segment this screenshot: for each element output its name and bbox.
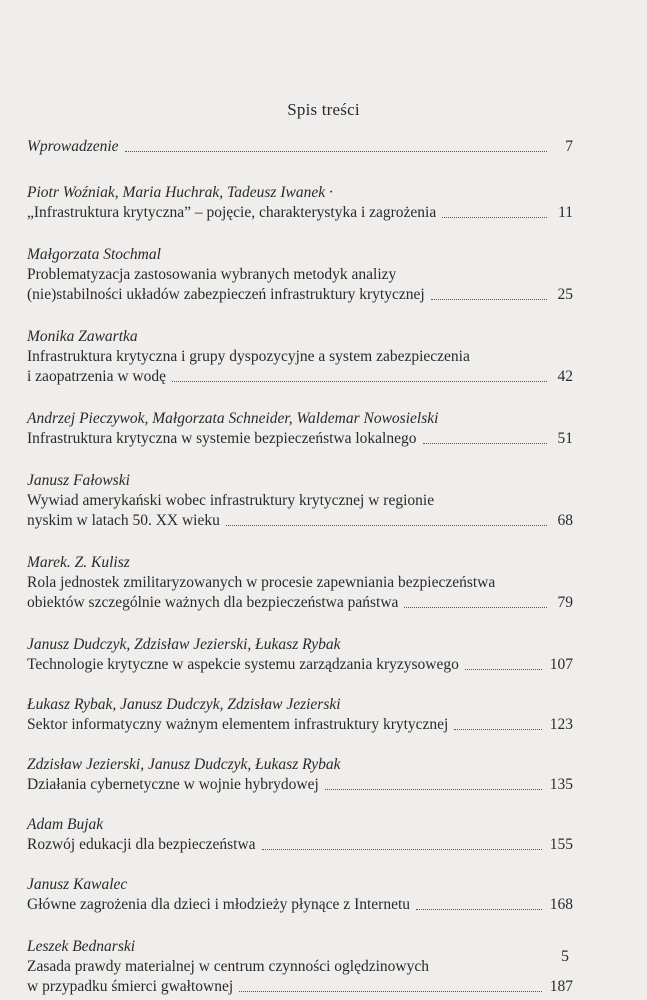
toc-page-number: 25 — [557, 286, 573, 303]
toc-title-line: Problematyzacja zastosowania wybranych metodyk analizy — [27, 266, 397, 283]
toc-title: Technologie krytyczne w aspekcie systemu zarządzania kryzysowego — [27, 656, 459, 673]
toc-author: Zdzisław Jezierski, Janusz Dudczyk, Łukasz Rybak — [27, 756, 341, 773]
toc-title: w przypadku śmierci gwałtownej — [27, 978, 234, 995]
dot-leader — [423, 443, 548, 444]
toc-line — [27, 715, 573, 735]
toc-author: Adam Bujak — [27, 816, 104, 833]
toc-page-number: 51 — [557, 430, 573, 447]
toc-title: Sektor informatyczny ważnym elementem infrastruktury krytycznej — [27, 716, 449, 733]
toc-title-line: Zasada prawdy materialnej w centrum czynności oględzinowych — [27, 958, 429, 975]
toc-entry — [27, 635, 573, 675]
toc-title: nyskim w latach 50. XX wieku — [27, 512, 220, 529]
toc-title: obiektów szczególnie ważnych dla bezpieczeństwa państwa — [27, 594, 399, 611]
toc-author: Janusz Dudczyk, Zdzisław Jezierski, Łukasz Rybak — [27, 636, 341, 653]
toc-page-number: 79 — [557, 594, 573, 611]
toc-author: Monika Zawartka — [27, 328, 138, 345]
toc-author: Leszek Bednarski — [27, 938, 136, 955]
toc-title-line: Infrastruktura krytyczna i grupy dyspozycyjne a system zabezpieczenia — [27, 348, 470, 365]
toc-line — [27, 137, 573, 157]
dot-leader — [454, 729, 541, 730]
toc-entry — [27, 937, 573, 997]
dot-leader — [226, 525, 547, 526]
toc-entry — [27, 137, 573, 157]
toc-author: Andrzej Pieczywok, Małgorzata Schneider, Waldemar Nowosielski — [27, 410, 439, 427]
toc-page-number: 7 — [565, 138, 573, 155]
toc-line — [27, 285, 573, 305]
toc-line — [27, 895, 573, 915]
toc-entry — [27, 327, 573, 387]
toc-entry — [27, 409, 573, 449]
toc-title-line: Rola jednostek zmilitaryzowanych w procesie zapewniania bezpieczeństwa — [27, 574, 496, 591]
toc-entry — [27, 553, 573, 613]
toc-page-number: 68 — [557, 512, 573, 529]
dot-leader — [404, 607, 547, 608]
toc-line — [27, 835, 573, 855]
toc-line — [27, 593, 573, 613]
toc-page-number: 168 — [549, 896, 573, 913]
toc-author: Małgorzata Stochmal — [27, 246, 161, 263]
toc-line — [27, 429, 573, 449]
toc-title-line: Wywiad amerykański wobec infrastruktury krytycznej w regionie — [27, 492, 435, 509]
dot-leader — [172, 381, 547, 382]
dot-leader — [325, 789, 542, 790]
toc-title: Infrastruktura krytyczna w systemie bezpieczeństwa lokalnego — [27, 430, 417, 447]
toc-title: Główne zagrożenia dla dzieci i młodzieży płynące z Internetu — [27, 896, 411, 913]
dot-leader — [262, 849, 542, 850]
dot-leader — [431, 299, 547, 300]
toc-title: Wprowadzenie — [27, 138, 119, 155]
toc-line — [27, 655, 573, 675]
toc-title: Rozwój edukacji dla bezpieczeństwa — [27, 836, 256, 853]
toc-page-number: 42 — [557, 368, 573, 385]
toc-entry — [27, 755, 573, 795]
page-number: 5 — [561, 948, 569, 965]
toc-line — [27, 977, 573, 997]
toc-line — [27, 775, 573, 795]
dot-leader — [416, 909, 542, 910]
toc-entry — [27, 245, 573, 305]
toc-entry — [27, 183, 573, 223]
toc-author: Janusz Fałowski — [27, 472, 130, 489]
toc-page-number: 123 — [549, 716, 573, 733]
toc-entry — [27, 695, 573, 735]
toc-line — [27, 203, 573, 223]
toc-author: Piotr Woźniak, Maria Huchrak, Tadeusz Iwanek · — [27, 184, 333, 201]
toc-title: „Infrastruktura krytyczna” – pojęcie, charakterystyka i zagrożenia — [27, 204, 437, 221]
toc-title: Działania cybernetyczne w wojnie hybrydowej — [27, 776, 319, 793]
page-title: Spis treści — [287, 100, 360, 119]
toc-page-number: 187 — [549, 978, 573, 995]
toc-author: Marek. Z. Kulisz — [27, 554, 130, 571]
toc-title: i zaopatrzenia w wodę — [27, 368, 167, 385]
toc-author: Łukasz Rybak, Janusz Dudczyk, Zdzisław Jezierski — [27, 696, 341, 713]
toc-page-number: 135 — [549, 776, 573, 793]
toc-entry — [27, 471, 573, 531]
dot-leader — [239, 991, 542, 992]
toc-author: Janusz Kawalec — [27, 876, 128, 893]
toc-entry — [27, 875, 573, 915]
toc-line — [27, 511, 573, 531]
toc-page-number: 107 — [549, 656, 573, 673]
toc-page-number: 11 — [558, 204, 573, 221]
toc-entry — [27, 815, 573, 855]
toc-line — [27, 367, 573, 387]
toc-title: (nie)stabilności układów zabezpieczeń infrastruktury krytycznej — [27, 286, 425, 303]
dot-leader — [465, 669, 542, 670]
dot-leader — [125, 151, 547, 152]
dot-leader — [442, 217, 547, 218]
toc-page-number: 155 — [549, 836, 573, 853]
table-of-contents — [27, 137, 573, 997]
